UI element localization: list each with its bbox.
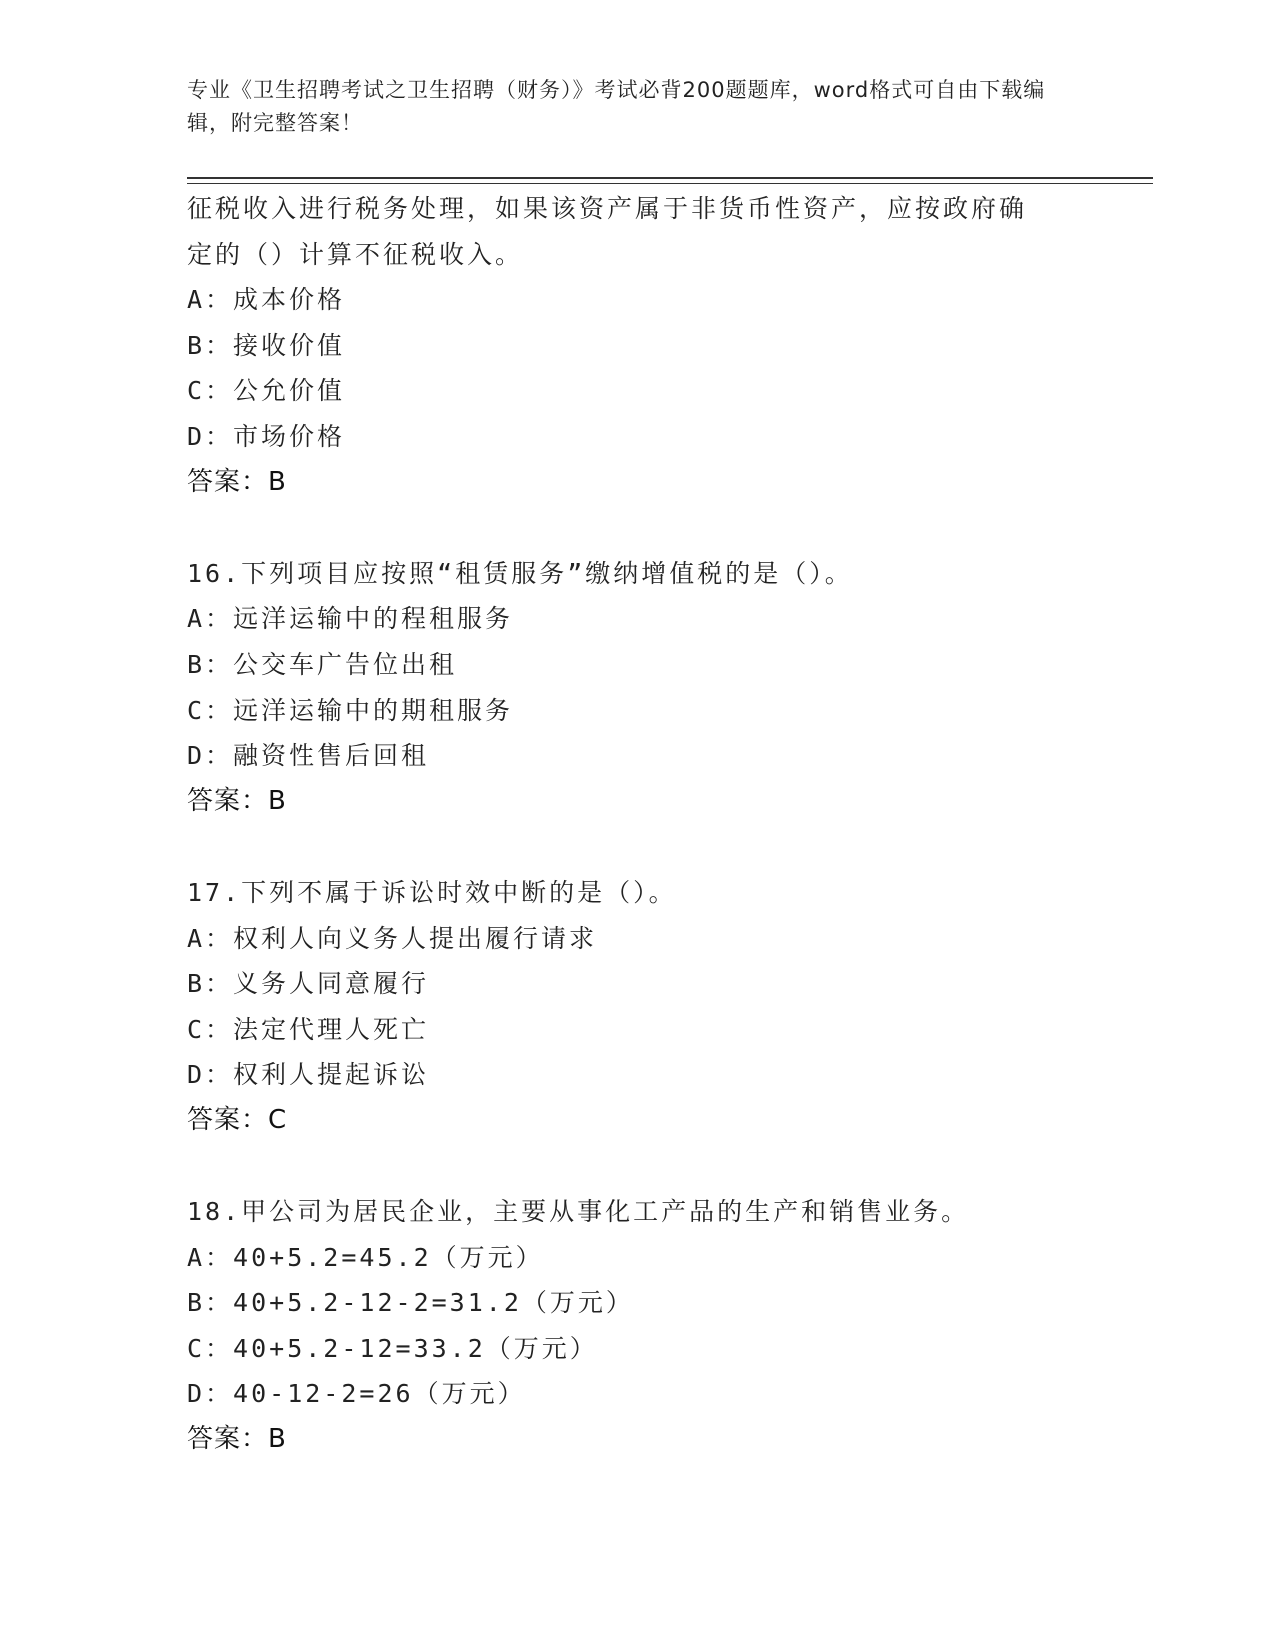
spacer — [187, 505, 1087, 551]
answer-line: 答案：C — [187, 1104, 288, 1135]
document-header — [187, 74, 1067, 140]
spacer — [187, 1143, 1087, 1189]
question-block — [187, 186, 1087, 505]
option-a: A：40+5.2=45.2（万元） — [187, 1242, 544, 1272]
option-d: D：40-12-2=26（万元） — [187, 1379, 526, 1409]
question-block — [187, 870, 1087, 1144]
option-a: A：权利人向义务人提出履行请求 — [187, 923, 598, 953]
question-list — [187, 186, 1087, 1463]
spacer — [187, 824, 1087, 870]
question-stem-line: 17.下列不属于诉讼时效中断的是（）。 — [187, 877, 677, 907]
option-c: C：公允价值 — [187, 376, 346, 406]
answer-line: 答案：B — [187, 1424, 287, 1455]
option-b: B：公交车广告位出租 — [187, 649, 458, 679]
option-a: A：成本价格 — [187, 285, 346, 315]
option-d: D：市场价格 — [187, 421, 346, 451]
option-d: D：权利人提起诉讼 — [187, 1060, 430, 1090]
answer-line: 答案：B — [187, 466, 287, 497]
header-title: 专业《卫生招聘考试之卫生招聘（财务）》考试必背200题题库，word格式可自由下载编辑，附完整答案！ — [187, 78, 1046, 135]
option-c: C：法定代理人死亡 — [187, 1014, 430, 1044]
question-stem-line: 18.甲公司为居民企业，主要从事化工产品的生产和销售业务。 — [187, 1197, 970, 1227]
question-stem-line: 征税收入进行税务处理，如果该资产属于非货币性资产，应按政府确 — [187, 194, 1028, 223]
question-stem-line: 定的（）计算不征税收入。 — [187, 239, 524, 269]
question-stem-line: 16.下列项目应按照“租赁服务”缴纳增值税的是（）。 — [187, 558, 853, 588]
option-c: C：40+5.2-12=33.2（万元） — [187, 1333, 598, 1363]
option-b: B：40+5.2-12-2=31.2（万元） — [187, 1288, 634, 1318]
option-d: D：融资性售后回租 — [187, 741, 430, 771]
header-divider-thick — [187, 177, 1153, 179]
option-c: C：远洋运输中的期租服务 — [187, 695, 514, 725]
answer-line: 答案：B — [187, 785, 287, 816]
question-block — [187, 551, 1087, 825]
header-divider-thin — [187, 183, 1153, 184]
option-a: A：远洋运输中的程租服务 — [187, 604, 514, 634]
option-b: B：接收价值 — [187, 330, 346, 360]
question-block — [187, 1189, 1087, 1463]
option-b: B：义务人同意履行 — [187, 969, 430, 999]
